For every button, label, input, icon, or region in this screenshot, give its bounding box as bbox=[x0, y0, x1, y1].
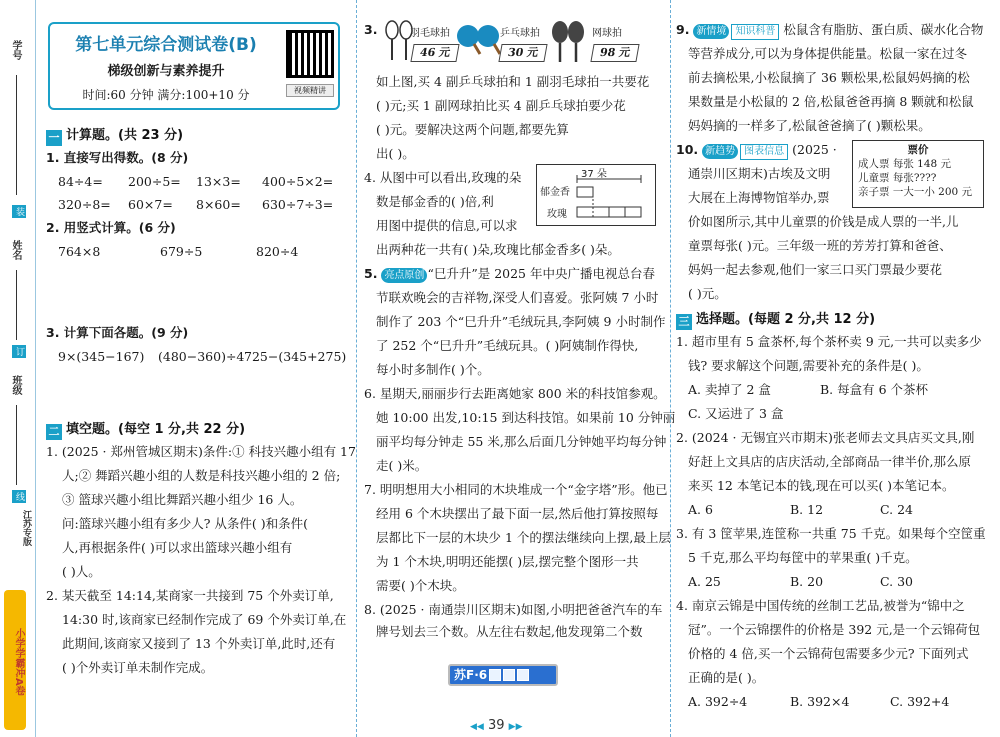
binding-tag: 装 bbox=[14, 207, 24, 216]
fill-q1-line: 人,再根据条件( )可以求出篮球兴趣小组有 bbox=[62, 540, 293, 555]
q4-line: 数是郁金香的( )倍,利 bbox=[376, 194, 494, 209]
q9-line: 9. 新情境 知识科普 松鼠含有脂肪、蛋白质、碳水化合物 bbox=[676, 18, 983, 41]
vertical-calc-item: 764×8 bbox=[58, 244, 101, 259]
tennis-label: 网球拍 bbox=[592, 28, 622, 39]
q10-line: 童票每张( )元。三年级一班的芳芳打算和爸爸、 bbox=[688, 238, 952, 253]
q10-line: 价如图所示,其中儿童票的价钱是成人票的一半,儿 bbox=[688, 214, 959, 229]
choice-option[interactable]: B. 12 bbox=[790, 502, 824, 517]
calc-item: 320÷8= bbox=[58, 197, 111, 212]
qr-label: 视频精讲 bbox=[286, 84, 334, 97]
ticket-price-box bbox=[852, 140, 984, 208]
q5-line: 制作了 203 个“巳升升”毛绒玩具,李阿姨 9 小时制作 bbox=[376, 314, 666, 329]
calc-item: 8×60= bbox=[196, 197, 241, 212]
q3-line: ( )元;买 1 副网球拍比买 4 副乒乓球拍要少花 bbox=[376, 98, 626, 113]
page-subtitle: 梯级创新与素养提升 bbox=[107, 64, 225, 79]
header-box bbox=[48, 22, 340, 110]
chart-total-label: 37 朵 bbox=[581, 169, 607, 180]
choice-option[interactable]: A. 25 bbox=[688, 574, 721, 589]
fill-q1-line: ( )人。 bbox=[62, 564, 101, 579]
badminton-racket-icon bbox=[386, 21, 412, 60]
badge: 亮点原创 bbox=[381, 268, 427, 283]
calc-item: 400÷5×2= bbox=[262, 174, 334, 189]
fill-q1-line: 人;② 舞蹈兴趣小组的人数是科技兴趣小组的 2 倍; bbox=[62, 468, 341, 483]
q4-line: 出两种花一共有( )朵,玫瑰比郁金香多( )朵。 bbox=[376, 242, 620, 257]
mixed-calc-item: 725−(345+275) bbox=[244, 349, 347, 364]
q3-prompt: 3. 计算下面各题。(9 分) bbox=[46, 325, 189, 340]
calc-item: 60×7= bbox=[128, 197, 173, 212]
fill-q1-line: 问:篮球兴趣小组有多少人? 从条件( )和条件( bbox=[62, 516, 308, 531]
choice-q3-line: 3. 有 3 筐苹果,连筐称一共重 75 千克。如果每个空筐重 bbox=[676, 526, 986, 541]
page-number: ◀◀ 39 ▶▶ bbox=[470, 718, 523, 733]
q4-line: 4. 从图中可以看出,玫瑰的朵 bbox=[364, 170, 522, 185]
q9-line: 等营养成分,可以为身体提供能量。松鼠一家在过冬 bbox=[688, 46, 967, 61]
choice-q2-line: 来买 12 本笔记本的钱,现在可以买( )本笔记本。 bbox=[688, 478, 955, 493]
binding-tag: 订 bbox=[14, 347, 24, 356]
q4-line: 用图中提供的信息,可以求 bbox=[376, 218, 518, 233]
q2-prompt: 2. 用竖式计算。(6 分) bbox=[46, 220, 176, 235]
vertical-calc-item: 679÷5 bbox=[160, 244, 203, 259]
fill-q2-line: 14:30 时,该商家已经制作完成了 69 个外卖订单,在 bbox=[62, 612, 347, 627]
vertical-calc-item: 820÷4 bbox=[256, 244, 299, 259]
section-3-heading: 三 选择题。(每题 2 分,共 12 分) bbox=[676, 308, 875, 330]
q3-line: 出( )。 bbox=[376, 146, 415, 161]
choice-q1-line: 1. 超市里有 5 盒茶杯,每个茶杯卖 9 元,一共可以卖多少 bbox=[676, 334, 982, 349]
series-label: 江苏专版 bbox=[21, 510, 31, 546]
section-icon: 三 bbox=[676, 314, 692, 330]
q5-line: 了 252 个“巳升升”毛绒玩具。( )阿姨制作得快, bbox=[376, 338, 639, 353]
q9-line: 前去摘松果,小松鼠摘了 36 颗松果,松鼠妈妈摘的松 bbox=[688, 70, 970, 85]
write-line bbox=[16, 405, 17, 485]
calc-item: 13×3= bbox=[196, 174, 241, 189]
choice-option[interactable]: B. 20 bbox=[790, 574, 824, 589]
choice-q4-line: 冠”。一个云锦摆件的价格是 392 元,是一个云锦荷包 bbox=[688, 622, 981, 637]
chart-row-label: 郁金香 bbox=[540, 187, 570, 198]
fill-q2-line: 2. 某天截至 14:14,某商家一共接到 75 个外卖订单, bbox=[46, 588, 334, 603]
choice-option[interactable]: B. 392×4 bbox=[790, 694, 850, 709]
q10-line: 10. 新趋势 图表信息 (2025 · bbox=[676, 138, 837, 161]
pingpong-paddle-icon bbox=[457, 25, 500, 54]
choice-option[interactable]: C. 又运进了 3 盒 bbox=[688, 406, 784, 421]
q9-line: 果数量是小松鼠的 2 倍,松鼠爸爸再摘 8 颗就和松鼠 bbox=[688, 94, 974, 109]
choice-q4-line: 4. 南京云锦是中国传统的丝制工艺品,被誉为“锦中之 bbox=[676, 598, 965, 613]
badminton-price: 46 元 bbox=[410, 44, 459, 62]
choice-q4-line: 正确的是( )。 bbox=[688, 670, 765, 685]
qr-code-icon[interactable] bbox=[286, 30, 334, 78]
choice-option[interactable]: C. 30 bbox=[880, 574, 913, 589]
ticket-row: 儿童票 每张???? bbox=[858, 172, 937, 184]
ticket-row: 成人票 每张 148 元 bbox=[858, 158, 952, 170]
license-plate: 苏F·6 bbox=[448, 664, 558, 686]
write-line bbox=[16, 75, 17, 195]
q10-line: 通崇川区期末)古埃及文明 bbox=[688, 166, 831, 181]
section-2-heading: 二 填空题。(每空 1 分,共 22 分) bbox=[46, 418, 245, 440]
q8-line: 8. (2025 · 南通崇川区期末)如图,小明把爸爸汽车的车 bbox=[364, 602, 663, 617]
choice-option[interactable]: A. 6 bbox=[688, 502, 713, 517]
q10-line: ( )元。 bbox=[688, 286, 727, 301]
choice-option[interactable]: C. 392+4 bbox=[890, 694, 950, 709]
q9-line: 妈妈摘的一样多了,松鼠爸爸摘了( )颗松果。 bbox=[688, 118, 931, 133]
q10-line: 大展在上海博物馆举办,票 bbox=[688, 190, 830, 205]
q7-line: 经用 6 个木块摆出了最下面一层,然后他打算按照每 bbox=[376, 506, 659, 521]
fill-q1-line: ③ 篮球兴趣小组比舞蹈兴趣小组少 16 人。 bbox=[62, 492, 303, 507]
choice-q2-line: 2. (2024 · 无锡宜兴市期末)张老师去文具店买文具,刚 bbox=[676, 430, 975, 445]
chart-row-label: 玫瑰 bbox=[547, 209, 567, 220]
brand-logo: 小学学霸冲A卷 bbox=[4, 590, 26, 730]
pingpong-price: 30 元 bbox=[498, 44, 547, 62]
chart-bars bbox=[537, 165, 657, 227]
q7-line: 为 1 个木块,明明还能摆( )层,摆完整个图形一共 bbox=[376, 554, 639, 569]
fill-q2-line: ( )个外卖订单未制作完成。 bbox=[62, 660, 214, 675]
calc-item: 200÷5= bbox=[128, 174, 181, 189]
binding-strip bbox=[0, 0, 36, 737]
class-label: 班级 bbox=[10, 375, 21, 395]
q6-line: 丽平均每分钟走 55 米,那么后面几分钟她平均每分钟 bbox=[376, 434, 667, 449]
badminton-label: 羽毛球拍 bbox=[410, 28, 450, 39]
choice-q3-line: 5 千克,那么平均每筐中的苹果重( )千克。 bbox=[688, 550, 918, 565]
q5-line: 5. 亮点原创 “巳升升”是 2025 年中央广播电视总台春 bbox=[364, 266, 655, 281]
pingpong-label: 乒乓球拍 bbox=[500, 28, 540, 39]
choice-option[interactable]: A. 392÷4 bbox=[688, 694, 748, 709]
name-label: 姓名 bbox=[10, 240, 21, 260]
ticket-row: 亲子票 一大一小 200 元 bbox=[858, 186, 973, 198]
choice-option[interactable]: C. 24 bbox=[880, 502, 913, 517]
tennis-price: 98 元 bbox=[590, 44, 639, 62]
fill-q1-line: 1. (2025 · 郑州管城区期末)条件:① 科技兴趣小组有 17 bbox=[46, 444, 356, 459]
q6-line: 6. 星期天,丽丽步行去距离她家 800 米的科技馆参观。 bbox=[364, 386, 666, 401]
flower-chart bbox=[536, 164, 656, 226]
section-1-heading: 一 计算题。(共 23 分) bbox=[46, 124, 183, 146]
q7-line: 需要( )个木块。 bbox=[376, 578, 465, 593]
calc-item: 630÷7÷3= bbox=[262, 197, 334, 212]
q10-line: 妈妈一起去参观,他们一家三口买门票最少要花 bbox=[688, 262, 942, 277]
q6-line: 她 10:00 出发,10:15 到达科技馆。如果前 10 分钟丽 bbox=[376, 410, 676, 425]
time-score-info: 时间:60 分钟 满分:100+10 分 bbox=[82, 88, 250, 102]
fill-q2-line: 此期间,该商家又接到了 13 个外卖订单,此时,还有 bbox=[62, 636, 336, 651]
calc-item: 84÷4= bbox=[58, 174, 103, 189]
q7-line: 层都比下一层的木块少 1 个的摆法继续向上摆,最上层 bbox=[376, 530, 671, 545]
section-icon: 一 bbox=[46, 130, 62, 146]
choice-q4-line: 价格的 4 倍,买一个云锦荷包需要多少元? 下面列式 bbox=[688, 646, 969, 661]
choice-q1-line: 钱? 要求解这个问题,需要补充的条件是( )。 bbox=[688, 358, 929, 373]
q1-prompt: 1. 直接写出得数。(8 分) bbox=[46, 150, 189, 165]
q8-line: 牌号划去三个数。从左往右数起,他发现第二个数 bbox=[376, 624, 643, 639]
ticket-title: 票价 bbox=[907, 144, 929, 156]
mixed-calc-item: (480−360)÷4 bbox=[158, 349, 245, 364]
write-line bbox=[16, 270, 17, 340]
q7-line: 7. 明明想用大小相同的木块堆成一个“金字塔”形。他已 bbox=[364, 482, 668, 497]
mixed-calc-item: 9×(345−167) bbox=[58, 349, 145, 364]
tulip-bar bbox=[577, 187, 593, 197]
choice-q2-line: 好赶上文具店的店庆活动,全部商品一律半价,那么原 bbox=[688, 454, 971, 469]
q6-line: 走( )米。 bbox=[376, 458, 428, 473]
q5-line: 节联欢晚会的吉祥物,深受人们喜爱。张阿姨 7 小时 bbox=[376, 290, 659, 305]
student-number-label: 学号 bbox=[10, 40, 21, 60]
q3-line: ( )元。要解决这两个问题,都要先算 bbox=[376, 122, 569, 137]
q3-line: 如上图,买 4 副乒乓球拍和 1 副羽毛球拍一共要花 bbox=[376, 74, 650, 89]
section-icon: 二 bbox=[46, 424, 62, 440]
choice-option[interactable]: A. 卖掉了 2 盒 bbox=[688, 382, 771, 397]
q3-number: 3. bbox=[364, 22, 378, 37]
q5-line: 每小时多制作( )个。 bbox=[376, 362, 490, 377]
choice-option[interactable]: B. 每盒有 6 个茶杯 bbox=[820, 382, 929, 397]
tennis-racket-icon bbox=[552, 21, 584, 62]
page-title: 第七单元综合测试卷(B) bbox=[75, 35, 257, 55]
binding-tag: 线 bbox=[14, 492, 24, 501]
